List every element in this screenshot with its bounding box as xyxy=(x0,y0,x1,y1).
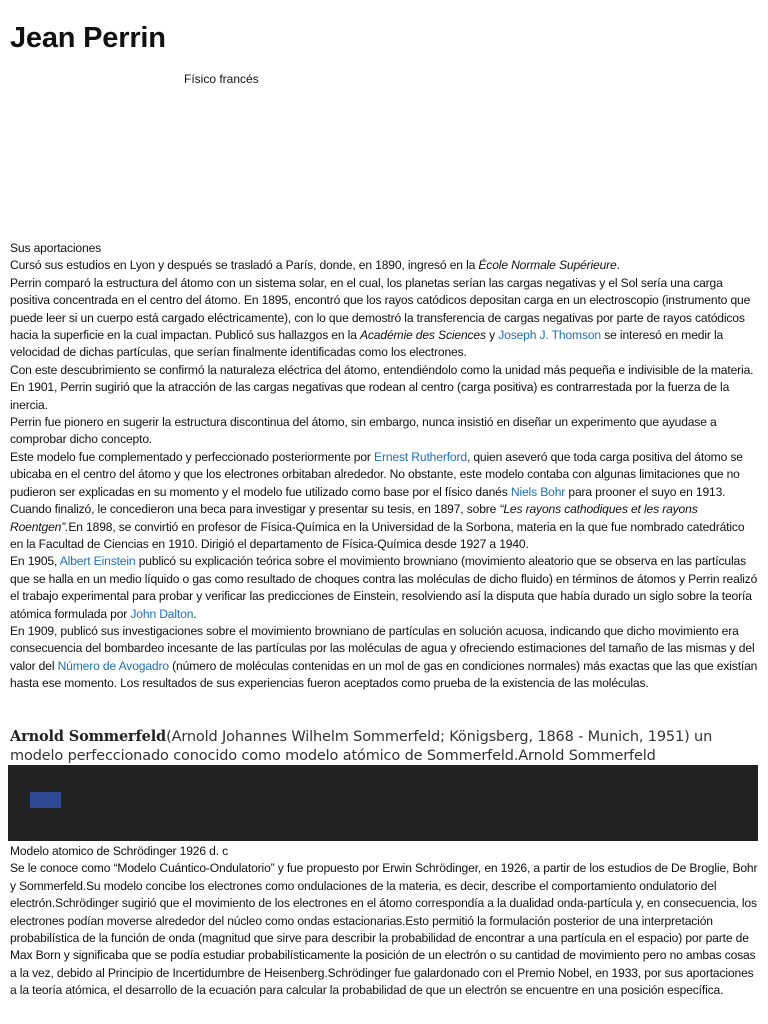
paragraph-brownian: En 1909, publicó sus investigaciones sobre el movimiento browniano de partículas en solución acuosa, indicando que dicho movimiento era consecuencia del bombardeo incesante de las partículas por las moléculas de agua y ofreciendo estimaciones del tamaño de las mismas y del valor del Número de Avogadro (número de moléculas contenidas en un mol de gas en condiciones normales) más exactas que las que existían hasta ese momento. Los resultados de sus experiencias fueron aceptados como prueba de la existencia de las moléculas. xyxy=(10,623,758,691)
page-title: Jean Perrin xyxy=(10,22,166,54)
link-ernest-rutherford[interactable]: Ernest Rutherford xyxy=(374,449,467,464)
sommerfeld-paragraph xyxy=(10,727,760,766)
paragraph-electric-nature: Con este descubrimiento se confirmó la naturaleza eléctrica del átomo, entendiéndolo como la unidad más pequeña e indivisible de la materia. En 1901, Perrin sugirió que la atracción de las cargas negativas que rodean al centro (carga positiva) es contrarrestada por la fuerza de la inercia. xyxy=(10,362,754,412)
link-joseph-thomson[interactable]: Joseph J. Thomson xyxy=(498,328,602,343)
paragraph-rutherford: Este modelo fue complementado y perfeccionado posteriormente por Ernest Rutherford, quien aseveró que toda carga positiva del átomo se ubicaba en el centro del átomo y que los electrones orbitaban alrededor. No obstante, este modelo contaba con algunas limitaciones que no pudieron ser explicadas en su momento y el modelo fue utilizado como base por el físico danés Niels Bohr para prooner el suyo en 1913. xyxy=(10,449,743,499)
sommerfeld-text: (Arnold Johannes Wilhelm Sommerfeld; Königsberg, 1868 - Munich, 1951) un modelo perfeccionado conocido como modelo atómico de Sommerfeld.Arnold Sommerfeld xyxy=(10,729,713,764)
image-fragment xyxy=(30,792,61,808)
page-subtitle: Físico francés xyxy=(184,72,259,86)
paragraph-schrodinger: Se le conoce como “Modelo Cuántico-Ondulatorio” y fue propuesto por Erwin Schrödinger, en 1926, a partir de los estudios de De Broglie, Bohr y Sommerfeld.Su modelo concibe los electrones como ondulaciones de la materia, es decir, describe el comportamiento ondulatorio del electrón.Schrödinger sugirió que el movimiento de los electrones en el átomo correspondía a la dualidad onda-partícula y, en consecuencia, los electrones podían moverse alrededor del núcleo como ondas estacionarias.Esto permitió la formulación posterior de una interpretación probabilística de la función de onda (magnitud que sirve para describir la probabilidad de encontrar a una partícula en el espacio) por parte de Max Born y significaba que se podía estudiar probabilísticamente la posición de un electrón o su cantidad de movimiento pero no ambas cosas a la vez, debido al Principio de Incertidumbre de Heisenberg.Schrödinger fue galardonado con el Premio Nobel, en 1933, por sus aportaciones a la teoría atómica, el desarrollo de la ecuación para calcular la probabilidad de que un electrón se encuentre en una posición específica. xyxy=(10,861,758,998)
sommerfeld-name: Arnold Sommerfeld xyxy=(10,728,167,745)
paragraph-studies: Cursó sus estudios en Lyon y después se trasladó a París, donde, en 1890, ingresó en la École Normale Supérieure. xyxy=(10,258,620,273)
perrin-contributions-section xyxy=(10,240,758,693)
paragraph-atom-structure: Perrin comparó la estructura del átomo con un sistema solar, en el cual, los planetas serían las cargas negativas y el Sol sería una carga positiva concentrada en el centro del átomo. En 1895, encontró que los rayos catódicos depositan carga en un electroscopio (instrumento que puede leer si un cuerpo está cargado eléctricamente), con lo que demostró la transferencia de cargas negativas por parte de rayos catódicos hacia la superficie en la cual impactan. Publicó sus hallazgos en la Académie des Sciences y Joseph J. Thomson se interesó en medir la velocidad de dichas partículas, que serían finalmente identificadas como los electrones. xyxy=(10,275,751,360)
link-niels-bohr[interactable]: Niels Bohr xyxy=(510,484,566,499)
link-avogadro-number[interactable]: Número de Avogadro xyxy=(57,658,169,673)
link-albert-einstein[interactable]: Albert Einstein xyxy=(59,554,136,569)
image-placeholder-band xyxy=(8,765,758,841)
paragraph-discontinuous: Perrin fue pionero en sugerir la estructura discontinua del átomo, sin embargo, nunca insistió en diseñar un experimento que ayudase a comprobar dicho concepto. xyxy=(10,415,717,447)
link-john-dalton[interactable]: John Dalton xyxy=(130,606,194,621)
paragraph-thesis: Cuando finalizó, le concedieron una beca para investigar y presentar su tesis, en 1897, sobre “Les rayons cathodiques et les rayons Roentgen”.En 1898, se convirtió en profesor de Física-Química en la Universidad de la Sorbona, materia en la que fue nombrado catedrático en la Facultad de Ciencias en 1910. Dirigió el departamento de Física-Química desde 1927 a 1940. xyxy=(10,502,745,551)
schrodinger-section xyxy=(10,843,758,1000)
section-heading: Sus aportaciones xyxy=(10,241,102,255)
paragraph-einstein: En 1905, Albert Einstein publicó su explicación teórica sobre el movimiento browniano (movimiento aleatorio que se observa en las partículas que se halla en un medio líquido o gas como resultado de choques contra las moléculas de dicho fluido) en términos de átomos y Perrin realizó el trabajo experimental para probar y verificar las predicciones de Einstein, resolviendo así la disputa que había durado un siglo sobre la teoría atómica formulada por John Dalton. xyxy=(10,554,758,621)
section-heading-schrodinger: Modelo atomico de Schrödinger 1926 d. c xyxy=(10,844,229,858)
